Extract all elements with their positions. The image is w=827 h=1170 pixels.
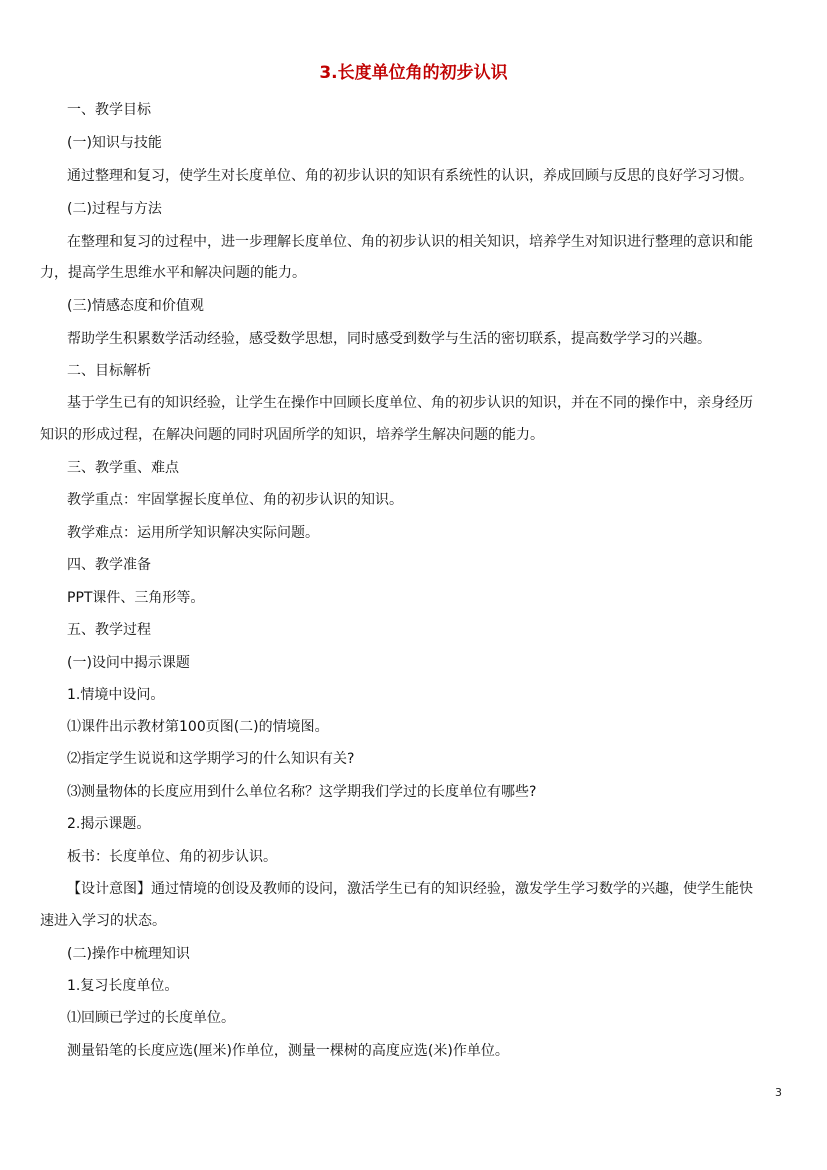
paragraph-line: 通过整理和复习，使学生对长度单位、角的初步认识的知识有系统性的认识，养成回顾与反思的良好学习习惯。 bbox=[67, 168, 753, 184]
section-heading-analysis: 二、目标解析 bbox=[67, 363, 151, 379]
list-item: 2.揭示课题。 bbox=[67, 816, 151, 832]
paragraph-line: 力，提高学生思维水平和解决问题的能力。 bbox=[40, 265, 306, 281]
paragraph-line: 帮助学生积累数学活动经验，感受数学思想，同时感受到数学与生活的密切联系，提高数学学习的兴趣。 bbox=[67, 331, 711, 347]
section-heading-objectives: 一、教学目标 bbox=[67, 102, 151, 118]
paragraph-line: PPT课件、三角形等。 bbox=[67, 590, 205, 606]
paragraph-line: 教学重点：牢固掌握长度单位、角的初步认识的知识。 bbox=[67, 492, 403, 508]
page-number: 3 bbox=[775, 1086, 782, 1099]
section-heading-key-points: 三、教学重、难点 bbox=[67, 460, 179, 476]
paragraph-line: 教学难点：运用所学知识解决实际问题。 bbox=[67, 525, 319, 541]
design-intent-line: 【设计意图】通过情境的创设及教师的设问，激活学生已有的知识经验，激发学生学习数学的兴趣，使学生能快 bbox=[67, 881, 753, 897]
subheading-sort-knowledge: (二)操作中梳理知识 bbox=[67, 946, 190, 962]
subheading-knowledge-skills: (一)知识与技能 bbox=[67, 135, 162, 151]
list-item: 1.复习长度单位。 bbox=[67, 978, 179, 994]
paragraph-line: 基于学生已有的知识经验，让学生在操作中回顾长度单位、角的初步认识的知识，并在不同的操作中，亲身经历 bbox=[67, 395, 753, 411]
section-heading-process: 五、教学过程 bbox=[67, 622, 151, 638]
list-item: ⑶测量物体的长度应用到什么单位名称？这学期我们学过的长度单位有哪些? bbox=[67, 784, 537, 800]
list-item: 1.情境中设问。 bbox=[67, 687, 165, 703]
list-item: ⑵指定学生说说和这学期学习的什么知识有关? bbox=[67, 751, 355, 767]
list-item: ⑴回顾已学过的长度单位。 bbox=[67, 1010, 235, 1026]
subheading-attitude-values: (三)情感态度和价值观 bbox=[67, 298, 204, 314]
section-heading-preparation: 四、教学准备 bbox=[67, 557, 151, 573]
list-item: ⑴课件出示教材第100页图(二)的情境图。 bbox=[67, 719, 329, 735]
subheading-introduce-topic: (一)设问中揭示课题 bbox=[67, 655, 190, 671]
document-title: 3.长度单位角的初步认识 bbox=[319, 63, 508, 83]
subheading-process-method: (二)过程与方法 bbox=[67, 201, 162, 217]
paragraph-line: 测量铅笔的长度应选(厘米)作单位，测量一棵树的高度应选(米)作单位。 bbox=[67, 1043, 509, 1059]
paragraph-line: 知识的形成过程，在解决问题的同时巩固所学的知识，培养学生解决问题的能力。 bbox=[40, 427, 544, 443]
paragraph-line: 在整理和复习的过程中，进一步理解长度单位、角的初步认识的相关知识，培养学生对知识进行整理的意识和能 bbox=[67, 234, 753, 250]
paragraph-line: 速进入学习的状态。 bbox=[40, 913, 166, 929]
paragraph-line: 板书：长度单位、角的初步认识。 bbox=[67, 849, 277, 865]
